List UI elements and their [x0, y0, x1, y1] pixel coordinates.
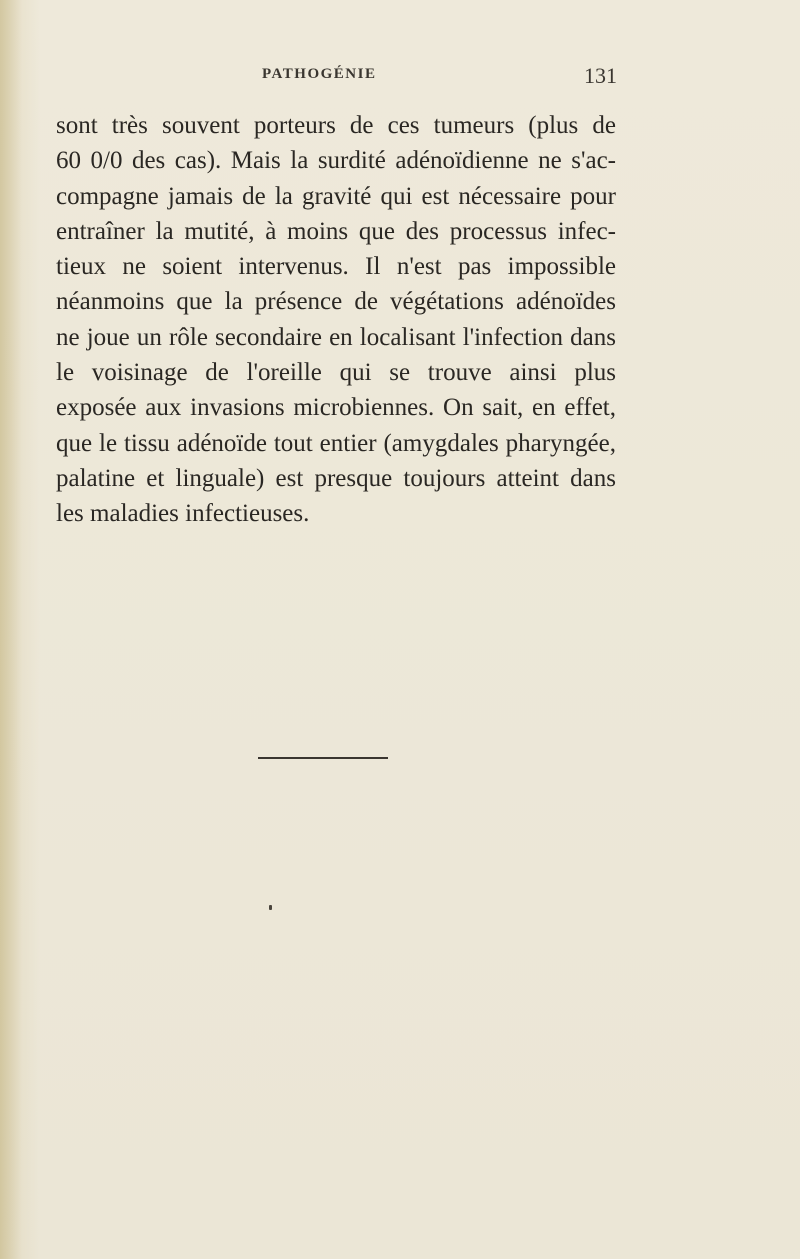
- text-line: entraîner la mutité, à moins que des processus infec-: [56, 217, 616, 245]
- page-gutter-shadow: [0, 0, 22, 1259]
- body-paragraph: [56, 108, 616, 532]
- text-line: que le tissu adénoïde tout entier (amygdales pharyngée,: [56, 429, 616, 457]
- text-line: palatine et linguale) est presque toujours atteint dans: [56, 464, 616, 492]
- text-line: exposée aux invasions microbiennes. On sait, en effet,: [56, 394, 616, 422]
- text-line: sont très souvent porteurs de ces tumeurs (plus de: [56, 112, 616, 139]
- section-end-rule: [258, 757, 388, 759]
- text-line: ne joue un rôle secondaire en localisant l'infection dans: [56, 323, 616, 351]
- text-line: compagne jamais de la gravité qui est nécessaire pour: [56, 182, 616, 210]
- running-title: PATHOGÉNIE: [262, 66, 377, 82]
- text-line: le voisinage de l'oreille qui se trouve ainsi plus: [56, 359, 616, 387]
- text-line: néanmoins que la présence de végétations adénoïdes: [56, 288, 616, 316]
- text-line: tieux ne soient intervenus. Il n'est pas impossible: [56, 253, 616, 281]
- text-line: les maladies infectieuses.: [56, 500, 310, 528]
- ink-speck: [269, 905, 272, 910]
- text-line: 60 0/0 des cas). Mais la surdité adénoïdienne ne s'ac-: [56, 147, 616, 175]
- page-number: 131: [584, 63, 617, 88]
- running-header: [0, 63, 800, 92]
